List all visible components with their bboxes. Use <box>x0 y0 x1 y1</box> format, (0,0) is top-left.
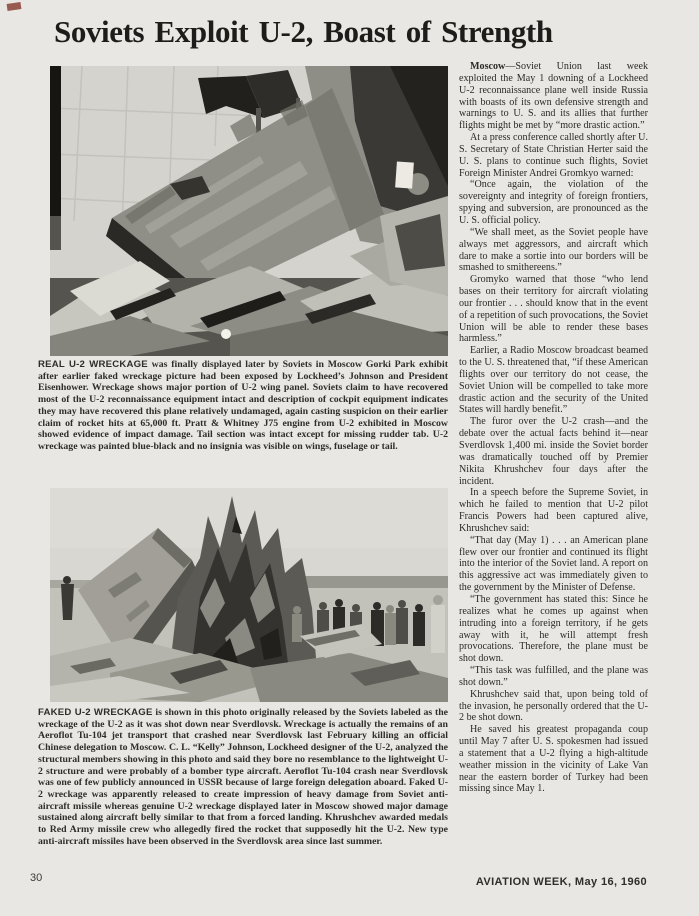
article-paragraph: At a press conference called shortly after U. S. Secretary of State Christian Herter said the U. S. plans to continue such flights, Soviet Foreign Minister Andrei Gromkyo warned: <box>459 132 648 179</box>
photo-faked-u2-wreckage <box>50 488 448 702</box>
photo-left-edge-bar <box>50 66 61 224</box>
caption1-body: was finally displayed later by Soviets in Moscow Gorki Park exhibit after earlier faked wreckage picture had been exposed by Lockheed’s Johnson and President Eisenhower. Wreckage shows major portion of U-2 wing panel. Soviets claim to have recovered most of the U-2 reconnaissance equipment intact and description of cockpit equipment indicates they may have recovered this plane relatively undamaged, again casting suspicion on their earlier claim of rocket hits at 65,000 ft. Pratt & Whitney J75 engine from U-2 exhibited in Moscow showed evidence of impact damage. Tail section was intact except for missing rudder tab. U-2 wreckage was painted blue-black and no insignia was visible on wings, fuselage or tail. <box>38 359 448 452</box>
article-paragraph: “We shall meet, as the Soviet people have always met aggressors, and aircraft which dare to make a sortie into our borders will be smashed to smithereens.” <box>459 226 648 274</box>
page-title: Soviets Exploit U-2, Boast of Strength <box>54 14 553 49</box>
article-paragraph: He saved his greatest propaganda coup until May 7 after U. S. spokesmen had issued a statement that a U-2 flying a high-altitude weather mission in the vicinity of Lake Van near the eastern border of Turkey had been missing since May 1. <box>459 724 648 795</box>
article-paragraph <box>459 61 648 132</box>
article-paragraph: “This task was fulfilled, and the plane was shot down.” <box>459 665 648 688</box>
article-paragraph: Gromyko warned that those “who lend bases on their territory for aircraft violating our frontier . . . should know that in the event of a repetition of such provocations, the Soviet Union will be able to render these bases harmless.” <box>459 274 648 345</box>
article-column <box>459 61 648 871</box>
dateline-lead: Moscow <box>470 61 506 72</box>
article-paragraph: Khrushchev said that, upon being told of the invasion, he personally ordered that the U-2 be shot down. <box>459 688 648 724</box>
page-number: 30 <box>30 872 43 884</box>
paragraph-text: —Soviet Union last week exploited the May 1 downing of a Lockheed U-2 reconnaissance plane well inside Russia with boasts of its own defensive strength and warnings to U. S. and its allies that further flights might be met by “more drastic action.” <box>459 61 648 132</box>
article-paragraph: “Once again, the violation of the sovereignty and integrity of foreign frontiers, spying and subversion, are pronounced as the U. S. official policy. <box>459 179 648 226</box>
scan-corner-mark <box>7 2 22 11</box>
article-paragraph: “The government has stated this: Since he realizes what he comes up against when intruding into a foreign territory, if he gets away with it, he will attempt fresh provocations. Therefore, the plane must be shot down. <box>459 593 648 665</box>
article-paragraph: The furor over the U-2 crash—and the debate over the actual facts behind it—near Sverdlovsk 1,400 mi. inside the Soviet border was dramatically touched off by Premier Nikita Khrushchev four days after the incident. <box>459 416 648 487</box>
article-paragraph: In a speech before the Supreme Soviet, in which he failed to mention that U-2 pilot Francis Powers had been captured alive, Khrushchev said: <box>459 487 648 534</box>
caption2-lead: FAKED U-2 WRECKAGE <box>38 707 153 718</box>
caption1-lead: REAL U-2 WRECKAGE <box>38 359 148 370</box>
caption2-body: is shown in this photo originally released by the Soviets labeled as the wreckage of the U-2 as it was shot down near Sverdlovsk. Wreckage is actually the remains of an Aeroflot Tu-104 jet transport that crashed near Sverdlovsk last February killing an official Chinese delegation to Moscow. C. L. “Kelly” Johnson, Lockheed designer of the U-2, analyzed the structural members showing in this photo and said they bore no resemblance to the lightweight U-2 structure and were probably of a bomber type aircraft. Aeroflot Tu-104 crash near Sverdlovsk was one of few publicly announced in USSR because of large foreign delegation aboard. Faked U-2 wreckage was apparently released to create impression of heavy damage from Soviet anti-aircraft missile whereas genuine U-2 wreckage displayed later in Moscow showed major damage sustained along aircraft belly similar to that from a forced landing. Khrushchev awarded medals to Red Army missile crew who allegedly fired the rocket that supposedly hit the U-2. New type anti-aircraft missiles have been observed in the Sverdlovsk area since last summer. <box>38 707 449 847</box>
caption-faked-u2-wreckage <box>38 707 448 847</box>
photo-real-u2-wreckage <box>50 66 448 356</box>
caption-real-u2-wreckage <box>38 359 448 453</box>
article-paragraph: Earlier, a Radio Moscow broadcast beamed to the U. S. threatened that, “if these American flights over our territory do not cease, the Soviet Union will be compelled to take more drastic action and the security of the United States will hardly benefit.” <box>459 345 648 416</box>
footer-publication-line: AVIATION WEEK, May 16, 1960 <box>475 876 647 888</box>
article-paragraph: “That day (May 1) . . . an American plane flew over our frontier and continued its flight into the interior of the Soviet land. A report on this aggressive act was immediately given to the government by the Minister of Defense. <box>459 534 648 594</box>
